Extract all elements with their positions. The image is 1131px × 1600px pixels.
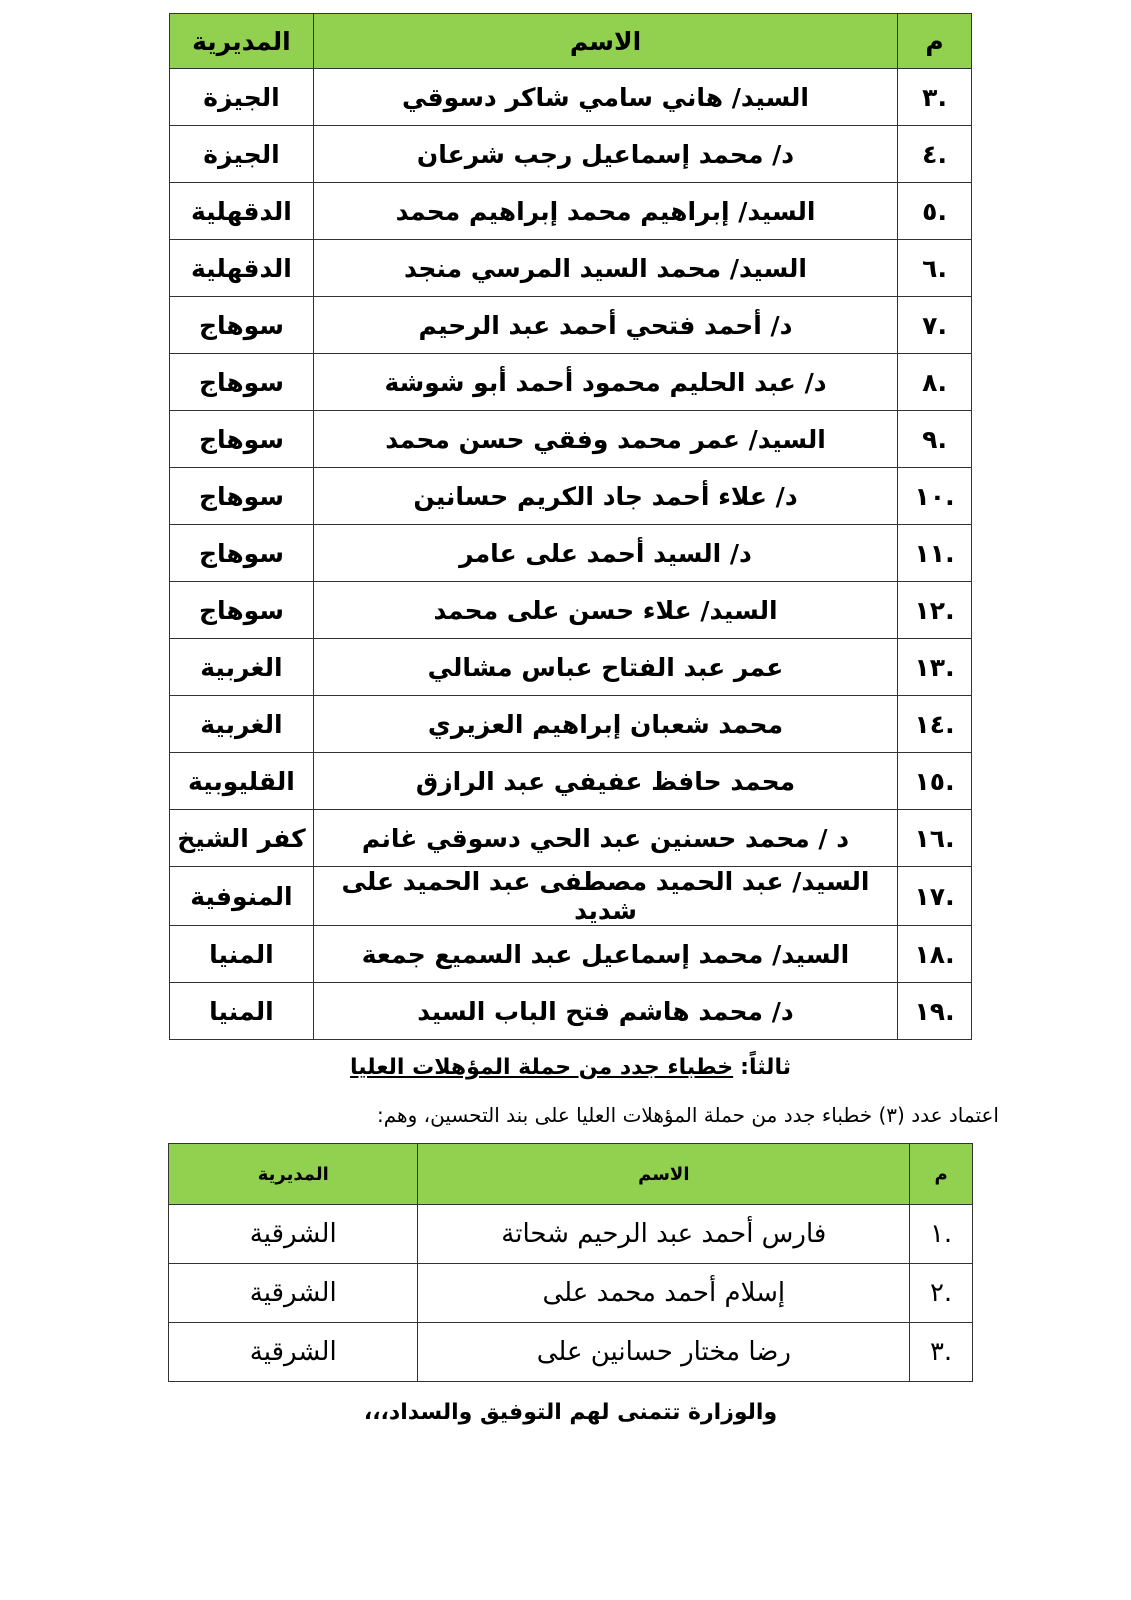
row-number: .١٩ <box>898 983 972 1040</box>
row-number: .٣ <box>898 69 972 126</box>
preachers-table <box>169 13 972 1040</box>
header-num: م <box>898 14 972 69</box>
table-row <box>170 639 972 696</box>
table-row <box>170 926 972 983</box>
row-name: محمد حافظ عفيفي عبد الرازق <box>313 753 897 810</box>
row-directorate: الغربية <box>170 639 314 696</box>
row-number: .١٠ <box>898 468 972 525</box>
row-number: .١٧ <box>898 867 972 926</box>
new-preachers-table <box>168 1143 973 1382</box>
table-row <box>170 126 972 183</box>
row-number: .١١ <box>898 525 972 582</box>
row-number: .١٤ <box>898 696 972 753</box>
row-number: .١٦ <box>898 810 972 867</box>
table-row <box>170 411 972 468</box>
row-number: .٣ <box>910 1323 973 1382</box>
table-row <box>170 354 972 411</box>
row-number: .١٢ <box>898 582 972 639</box>
header-directorate: المديرية <box>169 1144 418 1205</box>
row-name: د/ محمد إسماعيل رجب شرعان <box>313 126 897 183</box>
row-directorate: المنيا <box>170 926 314 983</box>
row-directorate: الجيزة <box>170 126 314 183</box>
row-directorate: الدقهلية <box>170 240 314 297</box>
table-row <box>170 297 972 354</box>
row-number: .٦ <box>898 240 972 297</box>
table-header-row <box>169 1144 973 1205</box>
row-name: السيد/ محمد إسماعيل عبد السميع جمعة <box>313 926 897 983</box>
row-number: .١ <box>910 1205 973 1264</box>
row-number: .٢ <box>910 1264 973 1323</box>
row-name: د/ محمد هاشم فتح الباب السيد <box>313 983 897 1040</box>
row-directorate: الشرقية <box>169 1264 418 1323</box>
section-heading: خطباء جدد من حملة المؤهلات العليا <box>350 1055 734 1080</box>
table-row <box>170 983 972 1040</box>
row-name: د/ علاء أحمد جاد الكريم حسانين <box>313 468 897 525</box>
row-name: رضا مختار حسانين على <box>418 1323 910 1382</box>
row-name: د/ عبد الحليم محمود أحمد أبو شوشة <box>313 354 897 411</box>
closing-line: والوزارة تتمنى لهم التوفيق والسداد،،، <box>363 1400 778 1425</box>
table-row <box>170 183 972 240</box>
row-number: .١٨ <box>898 926 972 983</box>
row-directorate: الشرقية <box>169 1323 418 1382</box>
table-row <box>170 468 972 525</box>
row-directorate: القليوبية <box>170 753 314 810</box>
row-name: د / محمد حسنين عبد الحي دسوقي غانم <box>313 810 897 867</box>
row-name: فارس أحمد عبد الرحيم شحاتة <box>418 1205 910 1264</box>
table-row <box>170 810 972 867</box>
table-row <box>169 1205 973 1264</box>
header-directorate: المديرية <box>170 14 314 69</box>
header-name: الاسم <box>418 1144 910 1205</box>
row-name: د/ أحمد فتحي أحمد عبد الرحيم <box>313 297 897 354</box>
row-directorate: الجيزة <box>170 69 314 126</box>
header-name: الاسم <box>313 14 897 69</box>
table-row <box>170 867 972 926</box>
table-row <box>170 240 972 297</box>
row-name: السيد/ عمر محمد وفقي حسن محمد <box>313 411 897 468</box>
row-directorate: سوهاج <box>170 411 314 468</box>
header-num: م <box>910 1144 973 1205</box>
row-name: السيد/ علاء حسن على محمد <box>313 582 897 639</box>
row-name: السيد/ إبراهيم محمد إبراهيم محمد <box>313 183 897 240</box>
table-row <box>169 1264 973 1323</box>
row-directorate: المنيا <box>170 983 314 1040</box>
row-number: .٤ <box>898 126 972 183</box>
row-directorate: سوهاج <box>170 468 314 525</box>
row-name: السيد/ هاني سامي شاكر دسوقي <box>313 69 897 126</box>
row-directorate: سوهاج <box>170 525 314 582</box>
table-header-row <box>170 14 972 69</box>
section-intro: اعتماد عدد (٣) خطباء جدد من حملة المؤهلات العليا على بند التحسين، وهم: <box>377 1103 999 1127</box>
row-directorate: كفر الشيخ <box>170 810 314 867</box>
row-directorate: سوهاج <box>170 354 314 411</box>
table-row <box>170 753 972 810</box>
table-row <box>170 582 972 639</box>
row-directorate: الغربية <box>170 696 314 753</box>
section-label: ثالثاً: <box>740 1055 791 1080</box>
row-directorate: سوهاج <box>170 297 314 354</box>
row-number: .١٣ <box>898 639 972 696</box>
row-directorate: سوهاج <box>170 582 314 639</box>
row-name: إسلام أحمد محمد على <box>418 1264 910 1323</box>
row-directorate: المنوفية <box>170 867 314 926</box>
row-number: .١٥ <box>898 753 972 810</box>
table-row <box>170 696 972 753</box>
row-name: السيد/ عبد الحميد مصطفى عبد الحميد على شديد <box>313 867 897 926</box>
section-title <box>169 1055 972 1080</box>
row-name: د/ السيد أحمد على عامر <box>313 525 897 582</box>
row-name: محمد شعبان إبراهيم العزيري <box>313 696 897 753</box>
row-name: السيد/ محمد السيد المرسي منجد <box>313 240 897 297</box>
table-row <box>169 1323 973 1382</box>
table-row <box>170 525 972 582</box>
row-number: .٥ <box>898 183 972 240</box>
row-directorate: الدقهلية <box>170 183 314 240</box>
row-number: .٩ <box>898 411 972 468</box>
table-row <box>170 69 972 126</box>
row-directorate: الشرقية <box>169 1205 418 1264</box>
row-number: .٨ <box>898 354 972 411</box>
row-number: .٧ <box>898 297 972 354</box>
row-name: عمر عبد الفتاح عباس مشالي <box>313 639 897 696</box>
